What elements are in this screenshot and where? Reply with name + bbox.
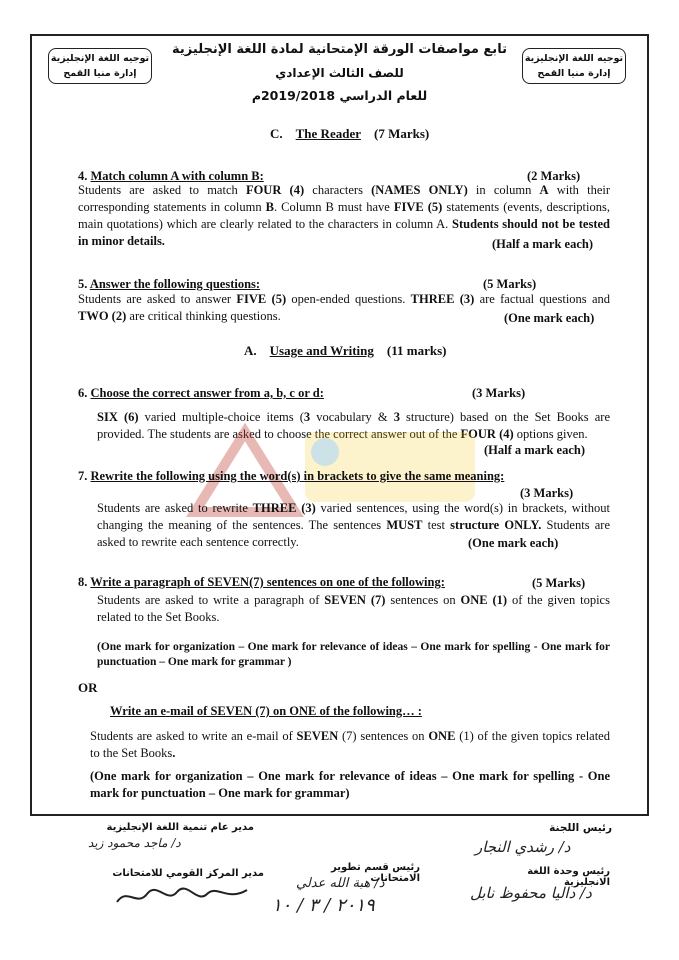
unit-signature: د/ داليا محفوظ نابل: [470, 884, 592, 902]
dept-title: رئيس قسم تطوير الامتحانات: [331, 862, 420, 884]
q7-heading: 7. Rewrite the following using the word(s) in brackets to give the same meaning:: [78, 469, 505, 483]
q5-note: (One mark each): [504, 311, 595, 325]
q8-heading: 8. Write a paragraph of SEVEN(7) sentences on one of the following:: [78, 575, 445, 589]
q8-body: Students are asked to write a paragraph of SEVEN (7) sentences on ONE (1) of the given topics related to the Set Books.: [97, 593, 610, 624]
q6-marks: (3 Marks): [472, 386, 526, 400]
signature-date: ٢٠١٩ / ٣ / ١٠: [272, 895, 375, 916]
center-title: مدير المركز القومي للامتحانات: [112, 868, 264, 879]
header-line3: للعام الدراسي 2019/2018م: [251, 88, 428, 103]
q6-heading: 6. Choose the correct answer from a, b, c or d:: [78, 386, 324, 400]
q8-criteria: (One mark for organization – One mark for relevance of ideas – One mark for spelling - One mark for punctuation – One mark for grammar ): [97, 641, 610, 668]
stamp-box-left: [48, 48, 152, 84]
unit-title: رئيس وحدة اللغة الانجليزية: [527, 866, 610, 888]
email-body: Students are asked to write an e-mail of SEVEN (7) sentences on ONE (1) of the given topics related to the Set Books.: [90, 729, 610, 760]
header-line2: للصف الثالث الإعدادي: [275, 66, 404, 80]
q5-body: Students are asked to answer FIVE (5) open-ended questions. THREE (3) are factual questions and TWO (2) are critical thinking questions.: [78, 292, 610, 323]
dept-signature: د/ هبة الله عدلي: [296, 876, 385, 891]
q5-heading: 5. Answer the following questions:: [78, 277, 261, 291]
gm-signature: د/ ماجد محمود زيد: [88, 836, 181, 850]
q7-marks: (3 Marks): [520, 486, 574, 500]
q7-note: (One mark each): [468, 536, 559, 550]
or-label: OR: [78, 680, 98, 695]
q5-marks: (5 Marks): [483, 277, 537, 291]
q8-marks: (5 Marks): [532, 576, 586, 590]
q6-body: SIX (6) varied multiple-choice items (3 vocabulary & 3 structure) based on the Set Books are provided. The students are asked to choose the correct answer out of the FOUR (4) options given.: [97, 410, 610, 441]
q6-note: (Half a mark each): [484, 443, 586, 457]
email-criteria: (One mark for organization – One mark for relevance of ideas – One mark for spelling - One mark for punctuation – One mark for grammar): [90, 769, 610, 800]
header-line1: تابع مواصفات الورقة الإمتحانية لمادة اللغة الإنجليزية: [172, 42, 507, 57]
q4-note: (Half a mark each): [492, 237, 594, 251]
q4-body: Students are asked to match FOUR (4) characters (NAMES ONLY) in column A with their corresponding statements in column B. Column B must have FIVE (5) statements (events, descriptions, main quotations) which are clearly related to the characters in column A. Students should not be tested in minor details.: [78, 183, 611, 248]
stamp-right-line1: توجيه اللغة الإنجليزية: [524, 53, 624, 64]
section-a-heading: A. Usage and Writing (11 marks): [244, 343, 447, 358]
gm-title: مدير عام تنمية اللغة الإنجليزية: [106, 822, 254, 833]
committee-signature: د/ رشدي النجار: [475, 838, 571, 856]
center-signature-icon: [112, 882, 252, 910]
q4-heading: 4. Match column A with column B:: [78, 169, 264, 183]
email-heading: Write an e-mail of SEVEN (7) on ONE of the following… :: [110, 704, 422, 718]
q4-marks: (2 Marks): [527, 169, 581, 183]
section-c-heading: C. The Reader (7 Marks): [270, 126, 430, 141]
stamp-left-line2: إدارة منيا القمح: [63, 68, 137, 79]
committee-title: رئيس اللجنة: [549, 822, 612, 834]
q7-body: Students are asked to rewrite THREE (3) varied sentences, using the word(s) in brackets, without changing the meaning of the sentences. The sentences MUST test structure ONLY. Students are asked to rewrite each sentence correctly.: [97, 501, 610, 549]
stamp-left-line1: توجيه اللغة الإنجليزية: [50, 53, 150, 64]
stamp-box-right: [522, 48, 626, 84]
stamp-right-line2: إدارة منيا القمح: [537, 68, 611, 79]
